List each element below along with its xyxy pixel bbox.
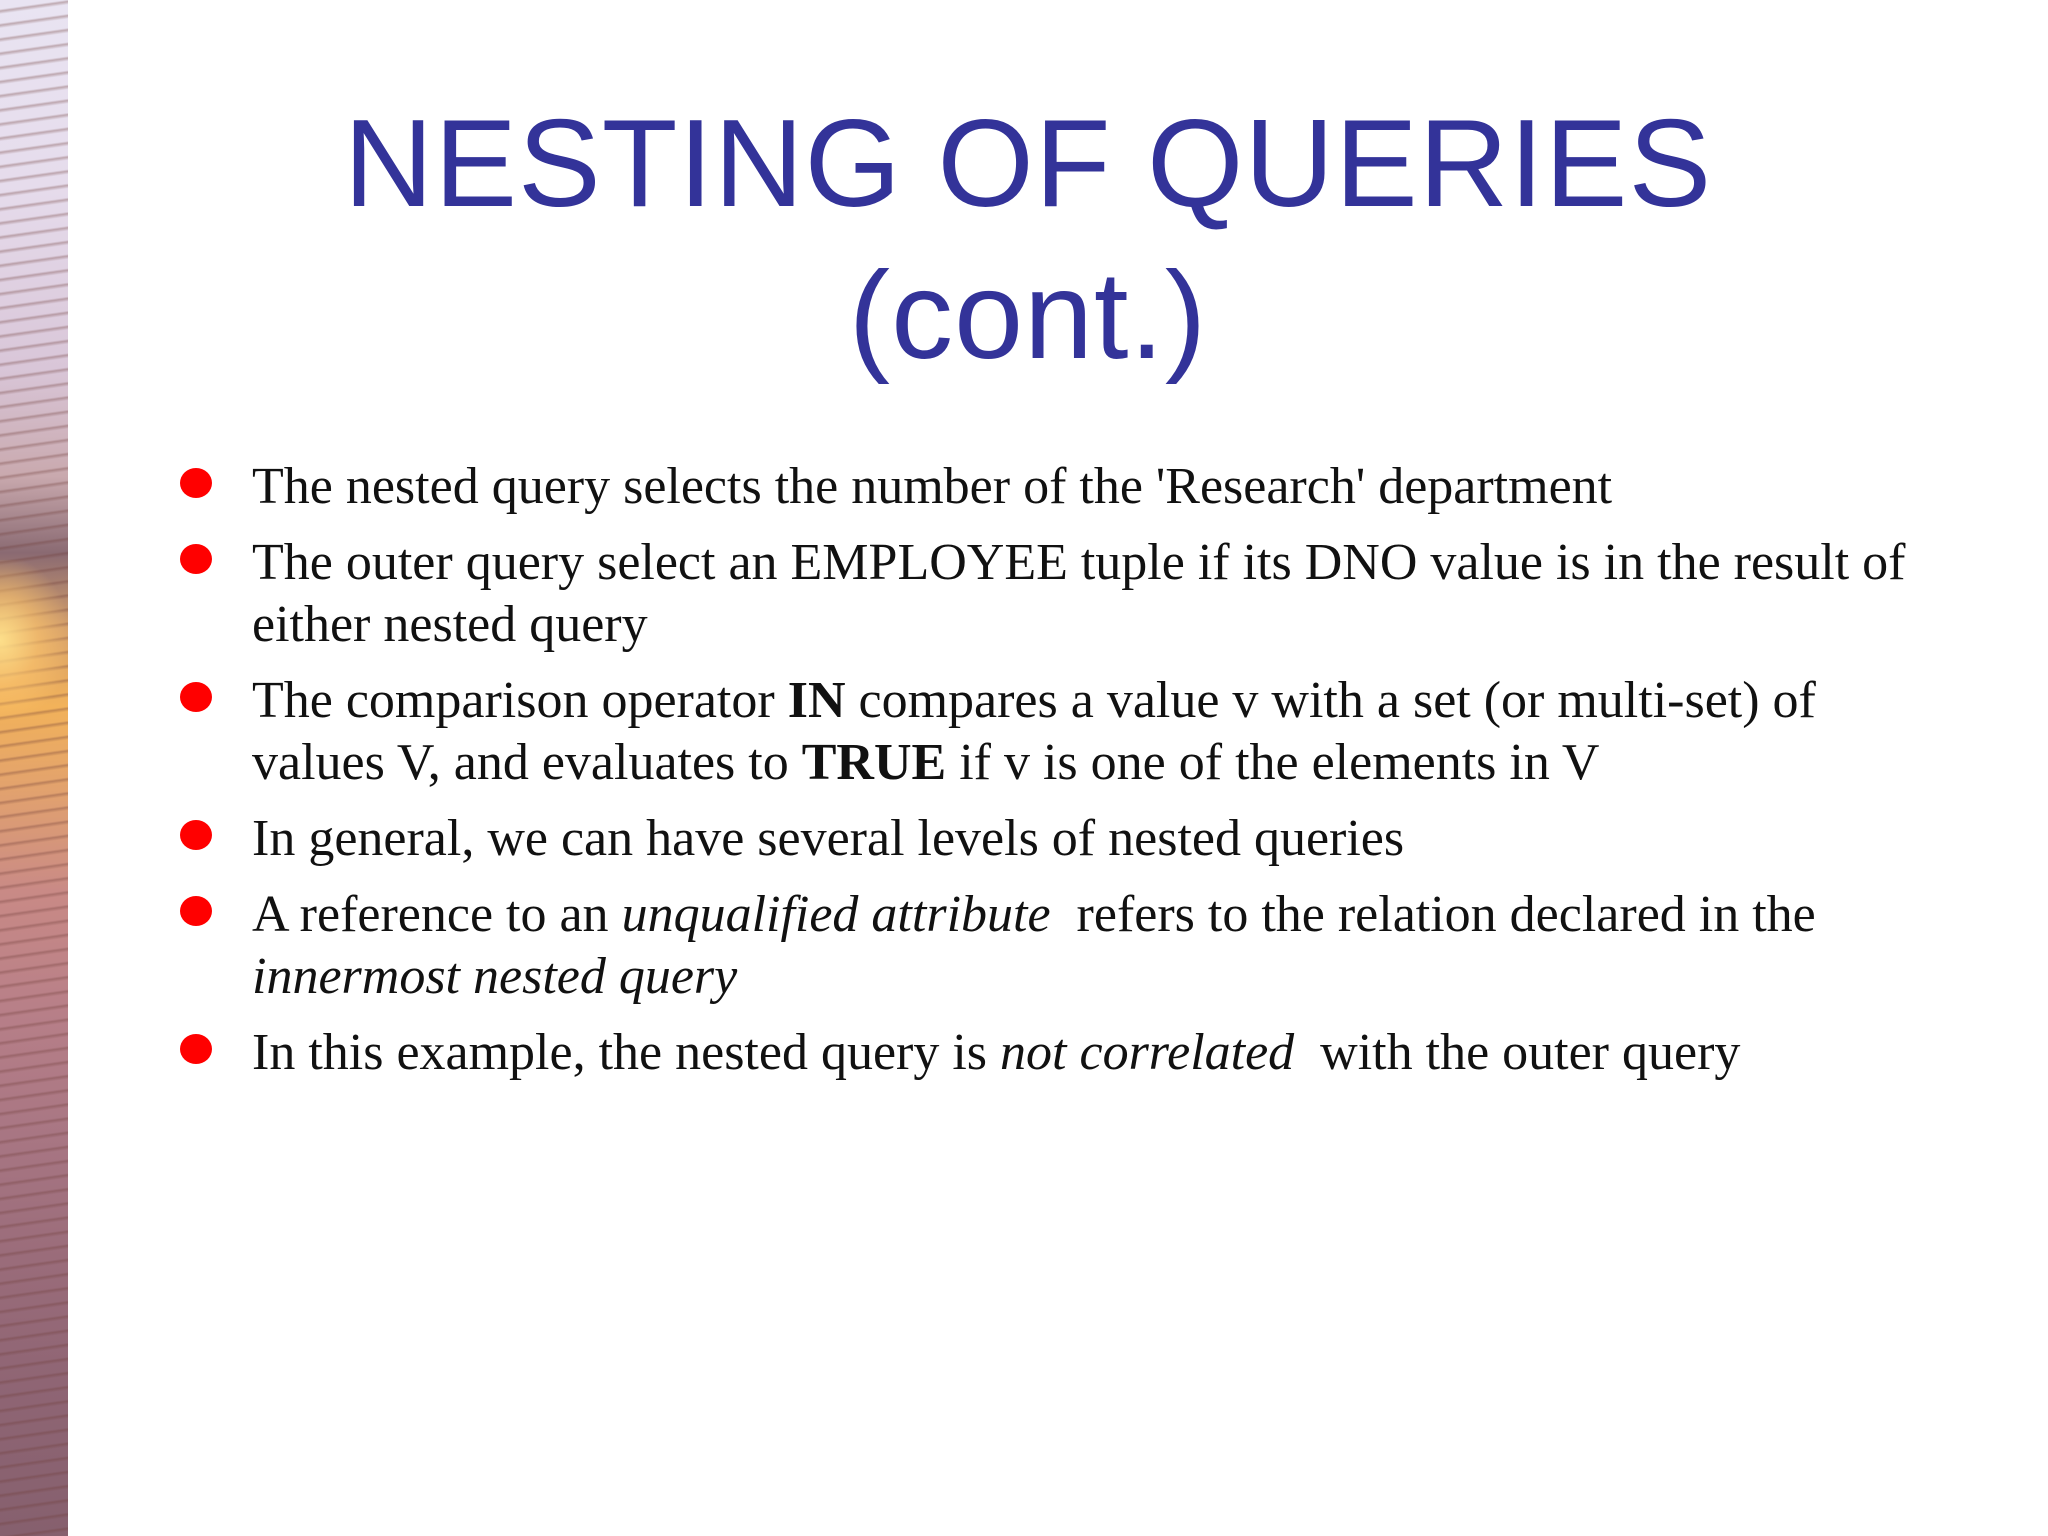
bullet-text-part: The comparison operator xyxy=(252,672,788,729)
title-line-1: NESTING OF QUERIES xyxy=(343,95,1713,233)
bullet-text-part: refers to the relation declared in the xyxy=(1050,886,1829,943)
sunset-glow xyxy=(0,560,68,720)
bullet-item xyxy=(176,532,1956,656)
bullet-item xyxy=(176,456,1956,518)
decorative-desert-strip xyxy=(0,0,68,1536)
bullet-dot-icon xyxy=(180,820,212,850)
bullet-term-not-correlated: not correlated xyxy=(1000,1024,1295,1081)
bullet-list xyxy=(176,456,1956,1098)
bullet-text: In general, we can have several levels of nested queries xyxy=(252,810,1405,867)
bullet-text-part: A reference to an xyxy=(252,886,622,943)
bullet-item xyxy=(176,670,1956,794)
title-line-2: (cont.) xyxy=(848,247,1208,385)
bullet-dot-icon xyxy=(180,468,212,498)
bullet-dot-icon xyxy=(180,1034,212,1064)
bullet-text-part: In this example, the nested query is xyxy=(252,1024,1001,1081)
bullet-text: The nested query selects the number of the 'Research' department xyxy=(252,458,1613,515)
bullet-item xyxy=(176,884,1956,1008)
slide-title xyxy=(68,88,1988,392)
bullet-dot-icon xyxy=(180,682,212,712)
bullet-text-part: with the outer query xyxy=(1294,1024,1741,1081)
bullet-text-part: if v is one of the elements in V xyxy=(946,734,1600,791)
bullet-keyword-true: TRUE xyxy=(801,734,947,791)
bullet-item xyxy=(176,808,1956,870)
bullet-term-innermost-nested-query: innermost nested query xyxy=(252,948,738,1005)
bullet-text: The outer query select an EMPLOYEE tuple if its DNO value is in the result of either nested query xyxy=(252,534,1906,653)
bullet-text-part: compares a value v with a set (or multi-set) of values V, and evaluates to xyxy=(252,672,1816,791)
bullet-term-unqualified-attribute: unqualified attribute xyxy=(621,886,1051,943)
bullet-item xyxy=(176,1022,1956,1084)
bullet-keyword-in: IN xyxy=(787,672,846,729)
bullet-dot-icon xyxy=(180,544,212,574)
bullet-dot-icon xyxy=(180,896,212,926)
